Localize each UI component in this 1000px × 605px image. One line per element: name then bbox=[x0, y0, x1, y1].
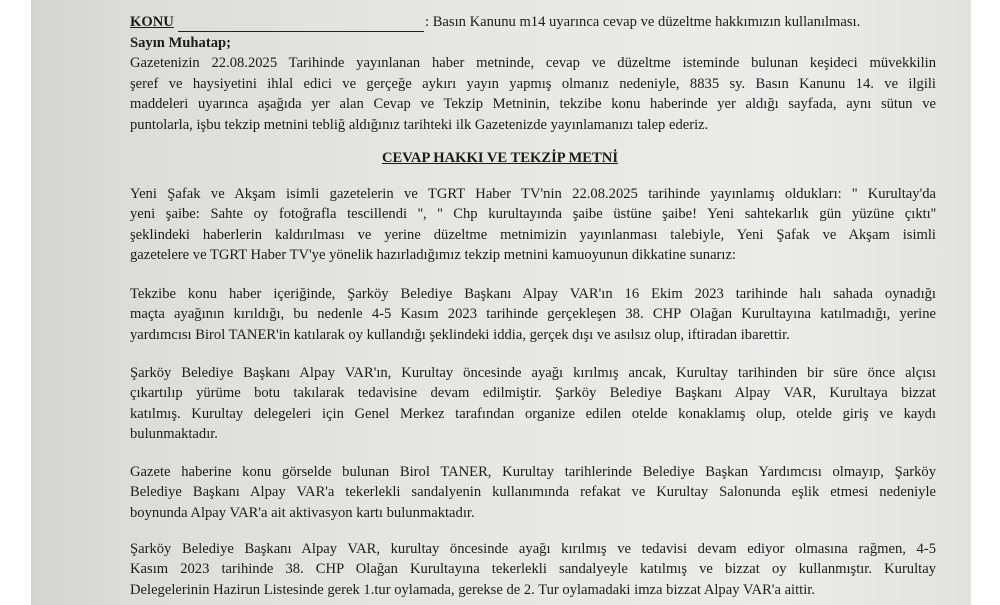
text-line: Tekzibe konu haber içeriğinde, Şarköy Belediye Başkanı Alpay VAR'ın 16 Ekim 2023 tarihinde halı sahada oynadığı bbox=[130, 286, 936, 302]
text-line: maçta ayağının kırıldığı, bu nedenle 4-5 Kasım 2023 tarihinde gerçekleşen 38. CHP Olağan Kurultayına katılmadığı, yerine bbox=[130, 306, 936, 323]
text-line: katılmış. Kurultay delegeleri için Genel Merkez tarafından organize edilen otelde konaklamış olup, otelde giriş ve kaydı bbox=[130, 405, 936, 422]
text-line: şeref ve haysiyetini ihlal edici ve gerçeğe aykırı yayın yapmış olmanız nedeniyle, 8835 sy. Basın Kanunu 14. ve ilgili bbox=[130, 75, 936, 92]
text-line: Belediye Başkanı Alpay VAR'a tekerlekli sandalyenin kullanımında refakat ve Kurultay Salonunda eşlik etmesi nedeniyle bbox=[130, 484, 936, 501]
document-title bbox=[0, 150, 1000, 167]
text-line: bulunmaktadır. bbox=[130, 425, 218, 442]
text-line: Delegelerinin Hazirun Listesinde gerek 1.tur oylamada, gerekse de 2. Tur oylamadaki imza bizzat Alpay VAR'a aittir. bbox=[130, 581, 815, 598]
document-title-text: CEVAP HAKKI VE TEKZİP METNİ bbox=[382, 150, 618, 166]
text-line: puntolarla, işbu tekzip metnini tebliğ aldığınız tarihteki ilk Gazetenizde yayınlamanızı talep ederiz. bbox=[130, 116, 709, 133]
text-line: Şarköy Belediye Başkanı Alpay VAR, kurultay öncesinde ayağı kırılmış ve tedavisi devam ediyor olmasına rağmen, 4-5 bbox=[130, 541, 936, 557]
subject-underline bbox=[178, 31, 424, 32]
text-line: çıkartılıp yürüme botu takılarak tedavisine devam edilmiştir. Şarköy Belediye Başkanı Alpay VAR, Kurultaya bizzat bbox=[130, 385, 936, 402]
subject-text: : Basın Kanunu m14 uyarınca cevap ve düzeltme hakkımızın kullanılması. bbox=[425, 14, 861, 30]
text-line: maddeleri uyarınca aşağıda yer alan Cevap ve Tekzip Metninin, tekzibe konu haberinde yer aldığı sayfada, aynı sütun ve bbox=[130, 96, 936, 112]
salutation: Sayın Muhatap; bbox=[130, 35, 231, 51]
text-line: Kasım 2023 tarihinde 38. CHP Olağan Kurultayına tekerlekli sandalyeyle katılmış ve bizzat oy kullanmıştır. Kurultay bbox=[130, 561, 936, 578]
text-line: şeklindeki haberlerin kaldırılması ve yerine düzeltme metnimizin yayınlanması talebiyle, Yeni Şafak ve Akşam isimli bbox=[130, 226, 936, 243]
text-line: gazetelere ve TGRT Haber TV'ye yönelik hazırladığımız tekzip metnini kamuoyunun dikkatine sunarız: bbox=[130, 246, 736, 263]
text-line: boynunda Alpay VAR'a ait aktivasyon kartı bulunmaktadır. bbox=[130, 504, 475, 521]
text-line: Şarköy Belediye Başkanı Alpay VAR'ın, Kurultay öncesinde ayağı kırılmış ancak, Kurultay tarihinden bir süre önce alçısı bbox=[130, 365, 936, 381]
text-line: Gazetenizin 22.08.2025 Tarihinde yayınlanan haber metninde, cevap ve düzeltme isteminde bulunan keşideci müvekkilin bbox=[130, 55, 936, 71]
text-line: Yeni Şafak ve Akşam isimli gazetelerin ve TGRT Haber TV'nin 22.08.2025 tarihinde yayınlamış oldukları: '' Kurultay'da bbox=[130, 186, 936, 202]
text-line: Gazete haberine konu görselde bulunan Birol TANER, Kurultay tarihlerinde Belediye Başkan Yardımcısı olmayıp, Şarköy bbox=[130, 464, 936, 480]
subject-label: KONU bbox=[130, 14, 174, 30]
text-line: yardımcısı Birol TANER'in katılarak oy kullandığı şeklindeki iddia, gerçek dışı ve asılsız olup, iftiradan ibarettir. bbox=[130, 326, 790, 343]
text-line: yeni şaibe: Sahte oy fotoğrafla tescillendi '', '' Chp kurultayında şaibe üstüne şaibe! Yeni sahtekarlık gün yüzüne çıktı'' bbox=[130, 206, 936, 223]
